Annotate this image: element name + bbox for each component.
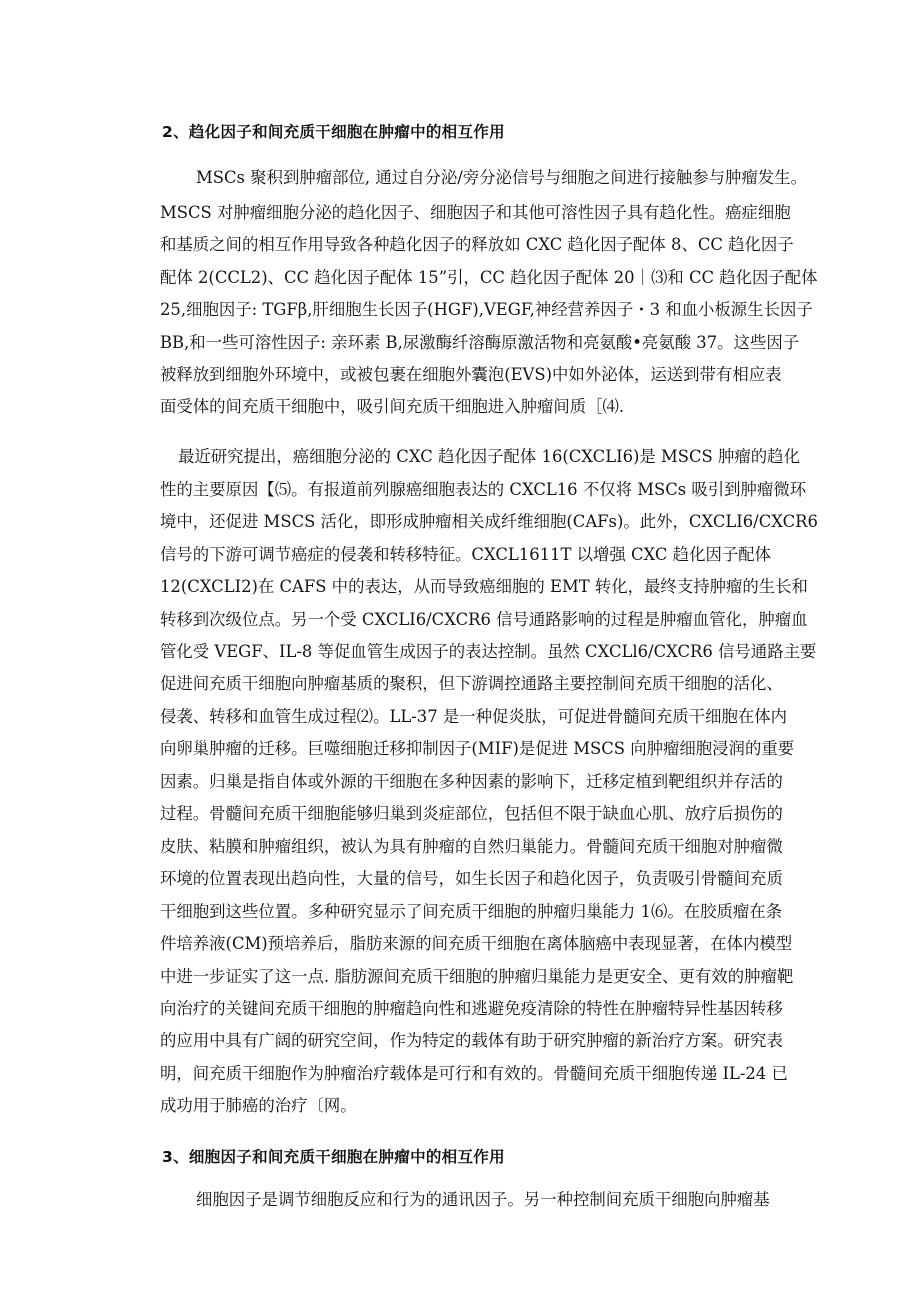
text-line: BB,和一些可溶性因子: 亲环素 B,尿激酶纤溶酶原激活物和亮氨酸•亮氨酸 37。这些因子 (160, 333, 800, 352)
text-line: 因素。归巢是指自体或外源的干细胞在多种因素的影响下，迁移定植到靶组织并存活的 (160, 772, 783, 791)
text-line: 25,细胞因子: TGFβ,肝细胞生长因子(HGF),VEGF,神经营养因子・3 和血小板源生长因子 (160, 300, 813, 319)
text-line: 被释放到细胞外环境中，或被包裹在细胞外囊泡(EVS)中如外泌体，运送到带有相应表 (160, 365, 782, 384)
text-line: 12(CXCLI2)在 CAFS 中的表达，从而导致癌细胞的 EMT 转化，最终支持肿瘤的生长和 (160, 577, 808, 596)
text-line: 成功用于肺癌的治疗〔网。 (160, 1096, 357, 1115)
section-2-heading: 2、趋化因子和间充质干细胞在肿瘤中的相互作用 (162, 123, 505, 141)
text-line: 管化受 VEGF、IL-8 等促血管生成因子的表达控制。虽然 CXCLl6/CXCR6 信号通路主要 (160, 642, 817, 661)
text-line: 细胞因子是调节细胞反应和行为的通讯因子。另一种控制间充质干细胞向肿瘤基 (196, 1190, 770, 1209)
text-line: 向卵巢肿瘤的迁移。巨噬细胞迁移抑制因子(MIF)是促进 MSCS 向肿瘤细胞浸润的重要 (160, 739, 795, 758)
text-line: 信号的下游可调节癌症的侵袭和转移特征。CXCL1611T 以增强 CXC 趋化因子配体 (160, 545, 772, 564)
text-line: 面受体的间充质干细胞中，吸引间充质干细胞进入肿瘤间质［⑷. (160, 397, 625, 416)
text-line: 向治疗的关键间充质干细胞的肿瘤趋向性和逃避免疫清除的特性在肿瘤特异性基因转移 (160, 999, 783, 1018)
text-line: 过程。骨髓间充质干细胞能够归巢到炎症部位，包括但不限于缺血心肌、放疗后损伤的 (160, 804, 783, 823)
text-line: 中进一步证实了这一点. 脂肪源间充质干细胞的肿瘤归巢能力是更安全、更有效的肿瘤靶 (160, 967, 794, 986)
text-line: MSCs 聚积到肿瘤部位, 通过自分泌/旁分泌信号与细胞之间进行接触参与肿瘤发生。 (196, 168, 808, 187)
text-line: 侵袭、转移和血管生成过程⑵。LL-37 是一种促炎肽，可促进骨髓间充质干细胞在体内 (160, 707, 788, 726)
text-line: MSCS 对肿瘤细胞分泌的趋化因子、细胞因子和其他可溶性因子具有趋化性。癌症细胞 (160, 203, 791, 222)
text-line: 促进间充质干细胞向肿瘤基质的聚积，但下游调控通路主要控制间充质干细胞的活化、 (160, 674, 783, 693)
text-line: 境中，还促进 MSCS 活化，即形成肿瘤相关成纤维细胞(CAFs)。此外，CXCLI6/CXCR6 (160, 512, 818, 531)
text-line: 的应用中具有广阔的研究空间，作为特定的载体有助于研究肿瘤的新治疗方案。研究表 (160, 1031, 783, 1050)
text-line: 干细胞到这些位置。多种研究显示了间充质干细胞的肿瘤归巢能力 1⑹。在胶质瘤在条 (160, 902, 783, 921)
text-line: 明，间充质干细胞作为肿瘤治疗载体是可行和有效的。骨髓间充质干细胞传递 IL-24 已 (160, 1064, 788, 1083)
text-line: 皮肤、粘膜和肿瘤组织，被认为具有肿瘤的自然归巢能力。骨髓间充质干细胞对肿瘤微 (160, 837, 783, 856)
text-line: 件培养液(CM)预培养后，脂肪来源的间充质干细胞在离体脑癌中表现显著，在体内模型 (160, 934, 793, 953)
section-3-heading: 3、细胞因子和间充质干细胞在肿瘤中的相互作用 (162, 1148, 505, 1166)
text-line: 环境的位置表现出趋向性，大量的信号，如生长因子和趋化因子，负责吸引骨髓间充质 (160, 869, 783, 888)
text-line: 最近研究提出，癌细胞分泌的 CXC 趋化因子配体 16(CXCLI6)是 MSCS 肿瘤的趋化 (178, 447, 800, 466)
text-line: 和基质之间的相互作用导致各种趋化因子的释放如 CXC 趋化因子配体 8、CC 趋化因子 (160, 235, 794, 254)
text-line: 性的主要原因【⑸。有报道前列腺癌细胞表达的 CXCL16 不仅将 MSCs 吸引到肿瘤微环 (160, 480, 807, 499)
text-line: 配体 2(CCL2)、CC 趋化因子配体 15”引，CC 趋化因子配体 20｜⑶和 CC 趋化因子配体 (160, 268, 818, 287)
text-line: 转移到次级位点。另一个受 CXCLI6/CXCR6 信号通路影响的过程是肿瘤血管化，肿瘤血 (160, 610, 808, 629)
